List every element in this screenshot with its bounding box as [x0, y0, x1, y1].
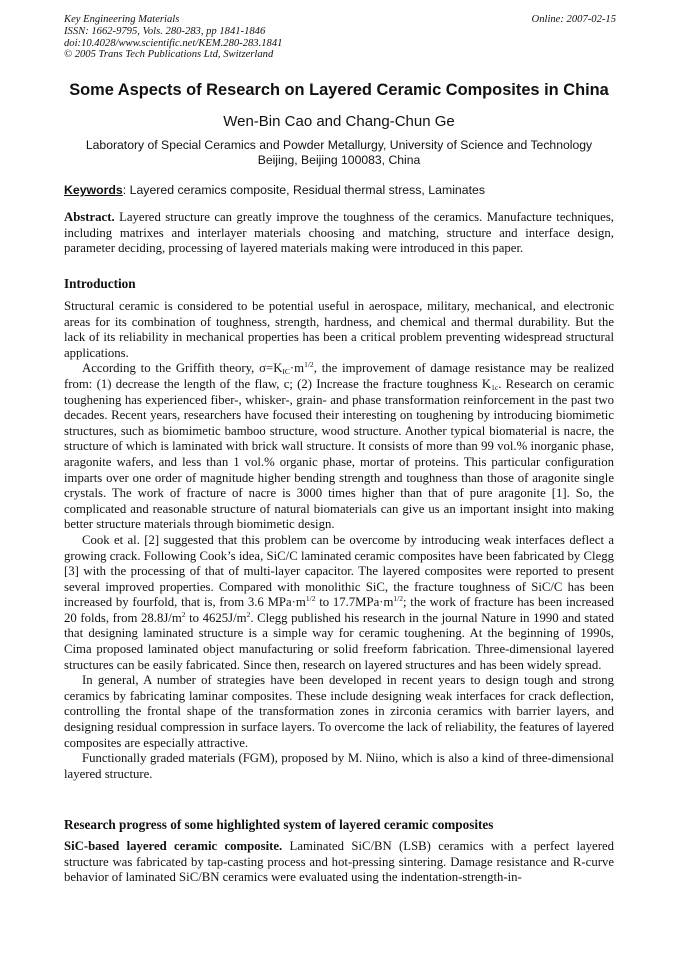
journal-header: [64, 14, 616, 61]
research-paragraph-1: SiC-based layered ceramic composite. Laminated SiC/BN (LSB) ceramics with a perfect layered structure was fabricated by tap-casting process and hot-pressing sintering. Damage resistance and R-curve behavior of laminated SiC/BN ceramics were evaluated using the indentation-strength-in-: [64, 839, 614, 885]
journal-name: Key Engineering Materials: [64, 14, 180, 25]
online-date: Online: 2007-02-15: [531, 14, 616, 25]
research-body: [64, 839, 614, 886]
research-heading: Research progress of some highlighted system of layered ceramic composites: [64, 817, 494, 832]
research-paragraph-label: SiC-based layered ceramic composite.: [64, 839, 283, 853]
affiliation-line-2: Beijing, Beijing 100083, China: [257, 152, 421, 167]
intro-paragraph-4: In general, A number of strategies have been developed in recent years to design tough and strong ceramics by fabricating laminar composites. These include designing weak interfaces for crack deflection, controlling the frontal shape of the transformation zones in zirconia ceramics with barrier layers, and designing residual compression in surface layers. To overcome the lack of reliability, the features of layered composites are especially attractive.: [64, 673, 614, 750]
affiliation: [40, 138, 638, 167]
affiliation-line-1: Laboratory of Special Ceramics and Powder Metallurgy, University of Science and Technology: [85, 138, 593, 152]
keywords: [64, 183, 616, 197]
abstract: [64, 210, 614, 257]
introduction-body: [64, 299, 614, 782]
keywords-text: : Layered ceramics composite, Residual thermal stress, Laminates: [122, 183, 486, 197]
keywords-label: Keywords: [64, 183, 123, 197]
abstract-text: Layered structure can greatly improve the toughness of the ceramics. Manufacture techniques, including matrixes and interlayer materials choosing and matching, structure and interface design, parameter deciding, processing of layered materials making were introduced in this paper.: [64, 210, 614, 256]
paper-title: Some Aspects of Research on Layered Ceramic Composites in China: [69, 81, 609, 99]
abstract-label: Abstract.: [64, 210, 115, 224]
doi-line: doi:10.4028/www.scientific.net/KEM.280-283.1841: [64, 37, 283, 49]
introduction-heading: Introduction: [64, 276, 136, 291]
intro-paragraph-1: Structural ceramic is considered to be potential useful in aerospace, military, mechanical, and electronic areas for its combination of toughness, strength, hardness, and chemical and thermal durability. But the lack of its reliability in mechanical properties has been a critical problem preventing widespread structural applications.: [64, 299, 614, 360]
intro-paragraph-5: Functionally graded materials (FGM), proposed by M. Niino, which is also a kind of three-dimensional layered structure.: [64, 751, 614, 781]
intro-paragraph-2: According to the Griffith theory, $\sigma=K_{IC}\cdot m^{1/2}$, the improvement of damage resistance may be realized from: (1) decrease the length of the flaw, c; (2) Increase the fracture toughness $K_{1c}$. Research on ceramic toughening has experienced fiber-, whisker-, grain- and phase transformation reinforcement in the past two decades. Recent years, researchers have focused their interesting on toughening by introducing biomimetic structures, such as biomimetic bamboo structure, wood structure. Another typical biomaterial is nacre, the structure of which is laminated with brick wall structure. It consists of more than 99 vol.% inorganic phase, aragonite wafers, and less than 1 vol.% organic phase, mortar of proteins. This particular configuration imparts over one order of magnitude higher bending strength and toughness than those of aragonite single crystals. The work of fracture of nacre is 3000 times higher than that of pure aragonite [1]. So, the complicated and reasonable structure of natural biomaterials can give us an important insight into making better structure materials through biomimetic design.: [64, 360, 614, 532]
intro-paragraph-3: Cook et al. [2] suggested that this problem can be overcome by introducing weak interfaces deflect a growing crack. Following Cook’s idea, SiC/C laminated ceramic composites have been fabricated by Clegg [3] with the processing of that of multi-layer capacitor. The layered composites were reported to present several improved properties. Compared with monolithic SiC, the fracture toughness of SiC/C has been increased by fourfold, that is, from 3.6 $MPa\cdot m^{1/2}$ to $17.7MPa\cdot m^{1/2}$; the work of fracture has been increased 20 folds, from $28.8J/m^2$ to $4625J/m^2$. Clegg published his research in the journal Nature in 1990 and stated that designing laminated structure is a simple way for ceramic toughening. At the beginning of 1990s, Cima proposed laminated object manufacturing or solid freeform fabrication. Three-dimensional layered structures can be easily fabricated. Since then, research on layered structures and has been widely spread.: [64, 532, 614, 672]
paper-authors: Wen-Bin Cao and Chang-Chun Ge: [223, 113, 455, 130]
issn-line: ISSN: 1662-9795, Vols. 280-283, pp 1841-1846: [64, 25, 266, 37]
copyright-line: © 2005 Trans Tech Publications Ltd, Switzerland: [64, 49, 274, 61]
